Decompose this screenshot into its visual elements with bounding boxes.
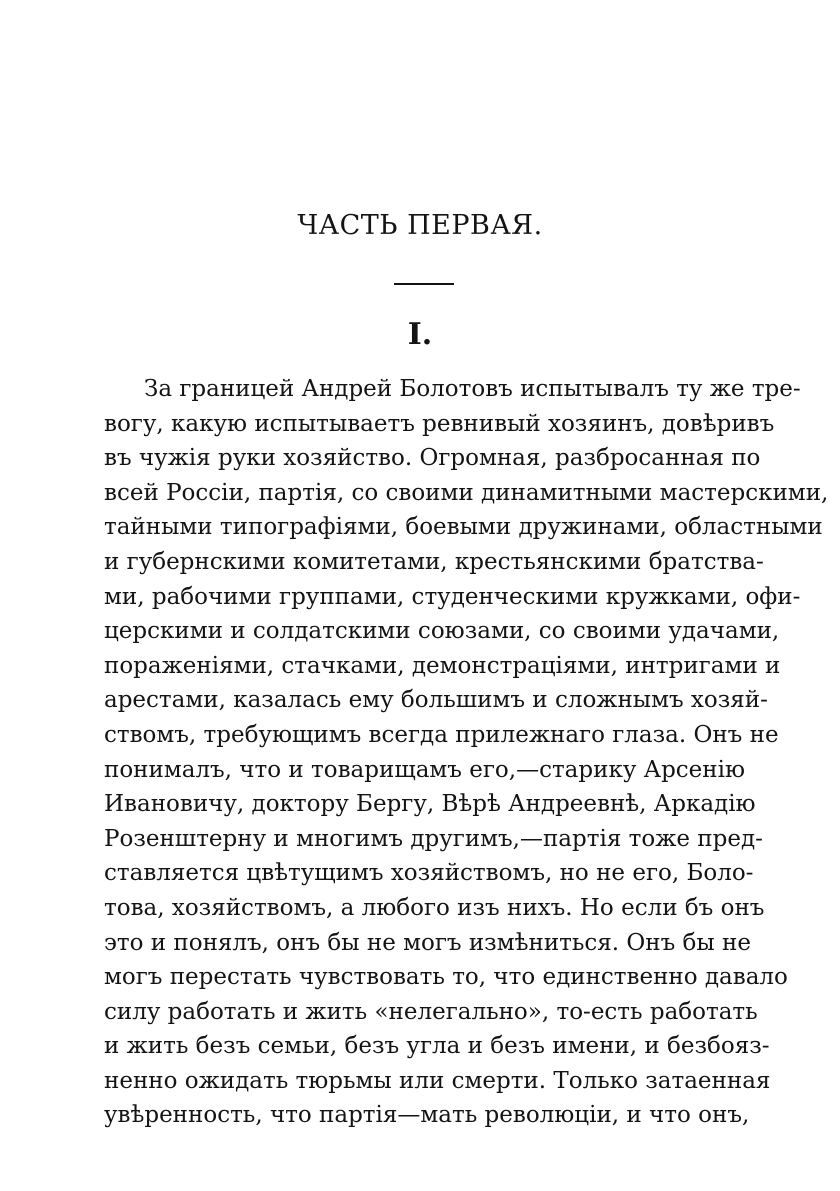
body-text [104,372,829,1133]
text-line: могъ перестать чувствовать то, что единственно давало [104,964,788,991]
part-title: ЧАСТЬ ПЕРВАЯ. [297,210,543,241]
text-line: Розенштерну и многимъ другимъ,—партія тоже пред- [104,825,763,852]
text-line: это и понялъ, онъ бы не могъ измѣниться. Онъ бы не [104,929,751,956]
chapter-number: I. [407,317,433,352]
text-line: За границей Андрей Болотовъ испытывалъ ту же тре- [144,376,801,402]
text-line: и губернскими комитетами, крестьянскими братства- [104,548,764,575]
text-line: тайными типографіями, боевыми дружинами, областными [104,514,823,541]
text-line: понималъ, что и товарищамъ его,—старику Арсенію [104,756,746,783]
text-line: силу работать и жить «нелегально», то-есть работать [104,998,758,1025]
text-line: всей Россіи, партія, со своими динамитными мастерскими, [104,479,829,506]
title-divider [394,283,454,285]
text-line: ми, рабочими группами, студенческими кружками, офи- [104,583,801,610]
text-line: Ивановичу, доктору Бергу, Вѣрѣ Андреевнѣ, Аркадію [104,791,756,818]
text-line: ненно ожидать тюрьмы или смерти. Только затаенная [104,1067,771,1094]
text-line: арестами, казалась ему большимъ и сложнымъ хозяй- [104,687,768,714]
text-line: увѣренность, что партія—мать революціи, и что онъ, [104,1102,750,1129]
text-line: ставляется цвѣтущимъ хозяйствомъ, но не его, Боло- [104,860,754,887]
text-line: ствомъ, требующимъ всегда прилежнаго глаза. Онъ не [104,721,779,748]
text-line: и жить безъ семьи, безъ угла и безъ имени, и безбояз- [104,1033,770,1060]
text-line: въ чужія руки хозяйство. Огромная, разбросанная по [104,445,761,472]
text-line: това, хозяйствомъ, а любого изъ нихъ. Но если бъ онъ [104,894,765,921]
text-line: церскими и солдатскими союзами, со своими удачами, [104,618,780,645]
text-line: пораженіями, стачками, демонстраціями, интригами и [104,652,781,679]
text-line: вогу, какую испытываетъ ревнивый хозяинъ, довѣривъ [104,410,775,437]
